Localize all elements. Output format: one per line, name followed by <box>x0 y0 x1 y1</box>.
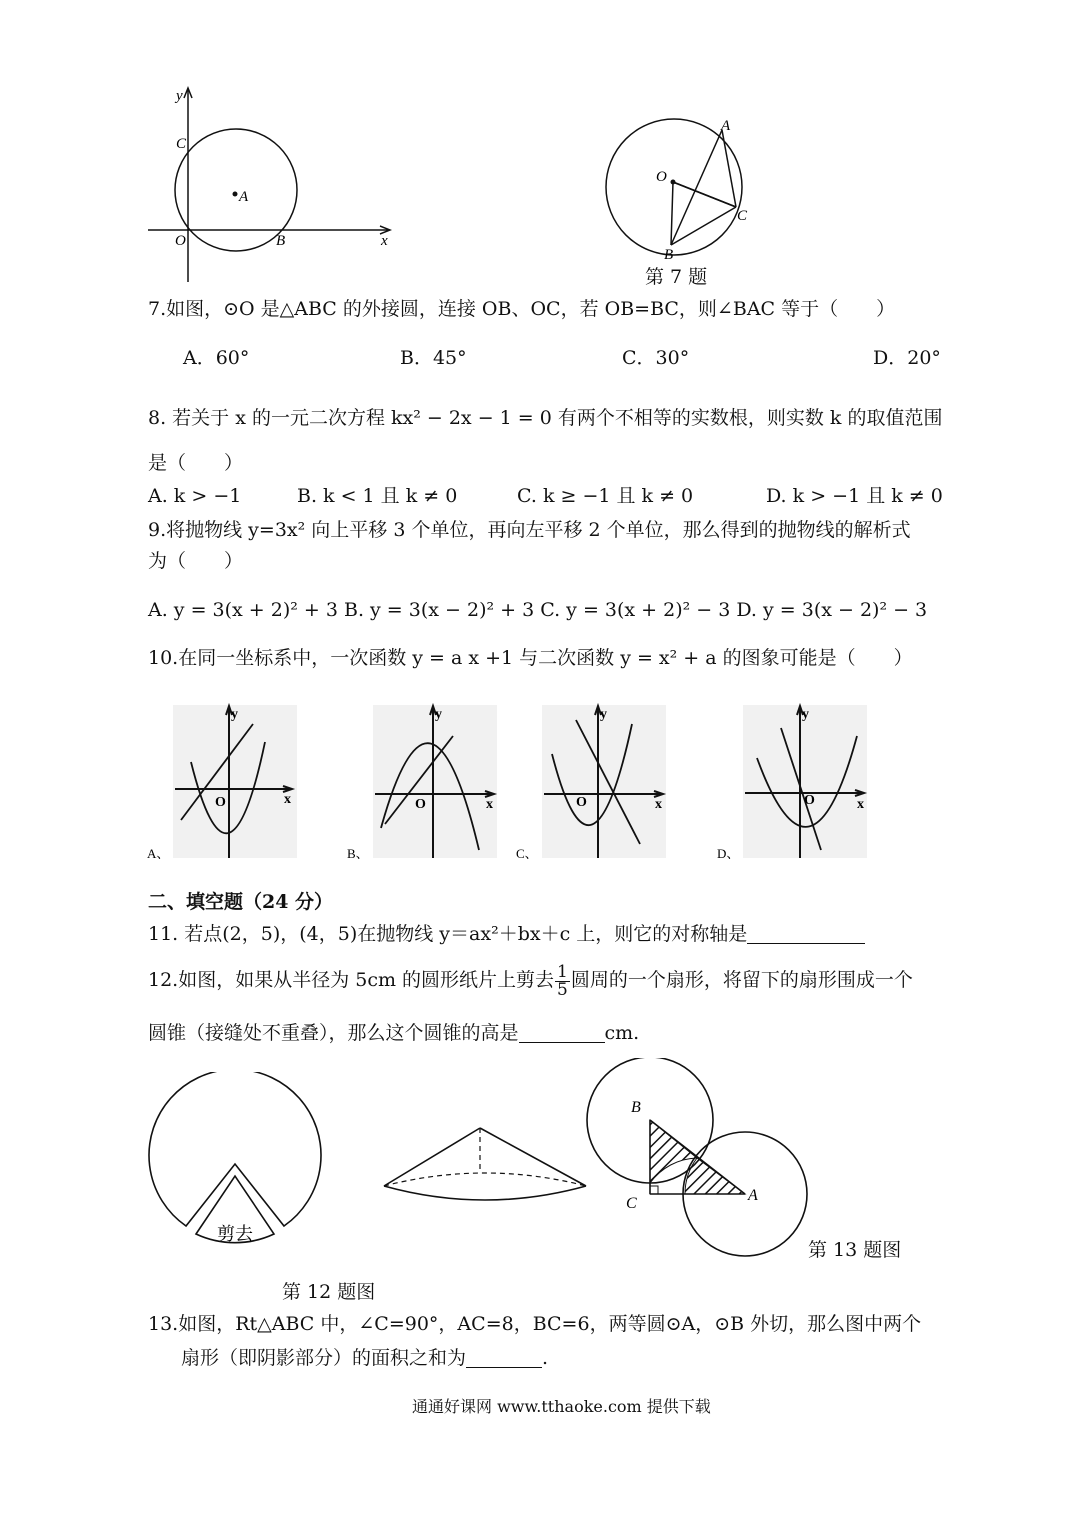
fig13-c-label: C <box>626 1195 637 1212</box>
q12-answer-blank[interactable] <box>519 1022 605 1043</box>
q6-b-label: B <box>276 233 286 249</box>
q12-question-line1 <box>148 960 913 1000</box>
q10-graph-a <box>147 700 307 862</box>
q10a-o-label: O <box>215 795 226 810</box>
q12-question-line2 <box>148 1021 639 1045</box>
q12-text-after: 圆周的一个扇形，将留下的扇形围成一个 <box>570 969 913 991</box>
q7-option-b: B．45° <box>400 347 467 369</box>
q6-a-label: A <box>239 189 249 205</box>
q10c-o-label: O <box>576 795 587 810</box>
q12-fraction <box>555 961 570 1000</box>
q9-options: A. y = 3(x + 2)² + 3 B. y = 3(x − 2)² + 3 C. y = 3(x + 2)² − 3 D. y = 3(x − 2)² − 3 <box>148 599 928 621</box>
q6-x-label: x <box>381 233 388 249</box>
q12-text-before: 12.如图，如果从半径为 5cm 的圆形纸片上剪去 <box>148 969 555 991</box>
q10d-o-label: O <box>804 793 815 808</box>
q10-graph-d <box>717 700 877 862</box>
q10-graph-b <box>347 700 507 862</box>
q7-c-label: C <box>737 208 748 224</box>
q12-line2-text: 圆锥（接缝处不重叠），那么这个圆锥的高是 <box>148 1022 519 1044</box>
fig12-caption: 第 12 题图 <box>282 1281 376 1303</box>
q10b-option-label: B、 <box>347 846 369 861</box>
q10a-option-label: A、 <box>147 846 170 861</box>
q6-y-label: y <box>176 88 183 104</box>
page-footer: 通通好课网 www.tthaoke.com 提供下载 <box>412 1397 711 1416</box>
figure-q12-cone <box>378 1120 593 1210</box>
q10-question: 10.在同一坐标系中，一次函数 y = a x +1 与二次函数 y = x² + a 的图象可能是（ ） <box>148 647 913 669</box>
q7-b-label: B <box>664 247 674 262</box>
q12-line2-unit: cm. <box>604 1022 640 1044</box>
section-2-title: 二、填空题（24 分） <box>148 891 334 913</box>
q8-option-c: C. k ≥ −1 且 k ≠ 0 <box>517 485 694 507</box>
fig12-cut-label: 剪去 <box>217 1224 253 1244</box>
q10d-x-label: x <box>857 797 864 812</box>
q9-question-line1: 9.将抛物线 y=3x² 向上平移 3 个单位，再向左平移 2 个单位，那么得到的抛物线的解析式 <box>148 519 911 541</box>
q7-option-c: C．30° <box>622 347 690 369</box>
q10c-option-label: C、 <box>516 846 538 861</box>
q11-answer-blank[interactable] <box>747 923 865 944</box>
q11-question-text: 11. 若点(2，5)，(4，5)在抛物线 y＝ax²＋bx＋c 上，则它的对称轴是 <box>148 923 748 945</box>
q8-question-line1: 8. 若关于 x 的一元二次方程 kx² − 2x − 1 = 0 有两个不相等的实数根，则实数 k 的取值范围 <box>148 407 943 429</box>
fig13-b-label: B <box>631 1099 641 1116</box>
q10b-o-label: O <box>415 797 426 812</box>
q9-question-line2: 为（ ） <box>148 550 244 572</box>
q6-c-label: C <box>176 136 187 152</box>
q10-graph-c <box>516 700 676 862</box>
figure-q7-circle-triangle <box>600 112 760 262</box>
q8-option-b: B. k < 1 且 k ≠ 0 <box>297 485 458 507</box>
fig13-caption: 第 13 题图 <box>808 1239 902 1261</box>
q11-question <box>148 922 865 946</box>
q12-fraction-numerator: 1 <box>557 961 568 982</box>
q7-a-label: A <box>721 118 731 134</box>
q12-fraction-denominator: 5 <box>557 979 568 1000</box>
q13-question-line1: 13.如图，Rt△ABC 中，∠C=90°，AC=8，BC=6，两等圆⊙A，⊙B 外切，那么图中两个 <box>148 1313 922 1335</box>
q10c-y-label: y <box>600 707 607 722</box>
q13-question-line2 <box>181 1346 548 1370</box>
q7-option-d: D．20° <box>873 347 941 369</box>
q10a-x-label: x <box>284 792 291 807</box>
q10b-x-label: x <box>486 797 493 812</box>
q7-question: 7.如图，⊙O 是△ABC 的外接圆，连接 OB、OC，若 OB=BC，则∠BAC 等于（ ） <box>148 298 896 320</box>
q10b-y-label: y <box>435 707 442 722</box>
fig13-a-label: A <box>748 1187 758 1204</box>
q7-option-a: A．60° <box>183 347 250 369</box>
figure-q12-circle-sector <box>140 1072 330 1262</box>
q10a-y-label: y <box>231 707 238 722</box>
q7-figure-caption: 第 7 题 <box>645 266 708 288</box>
q10d-y-label: y <box>802 707 809 722</box>
q7-o-label: O <box>656 169 667 185</box>
q6-o-label: O <box>175 233 186 249</box>
q13-line2-text: 扇形（即阴影部分）的面积之和为 <box>181 1347 467 1369</box>
q13-line2-end: . <box>542 1347 549 1369</box>
figure-q6-circle-axes <box>140 82 400 287</box>
q13-answer-blank[interactable] <box>466 1347 542 1368</box>
q8-option-d: D. k > −1 且 k ≠ 0 <box>766 485 943 507</box>
figure-q13-tangent-circles <box>580 1058 820 1263</box>
q8-option-a: A. k > −1 <box>148 485 242 507</box>
q8-question-line2: 是（ ） <box>148 452 244 474</box>
q10d-option-label: D、 <box>717 846 740 861</box>
q10c-x-label: x <box>655 797 662 812</box>
